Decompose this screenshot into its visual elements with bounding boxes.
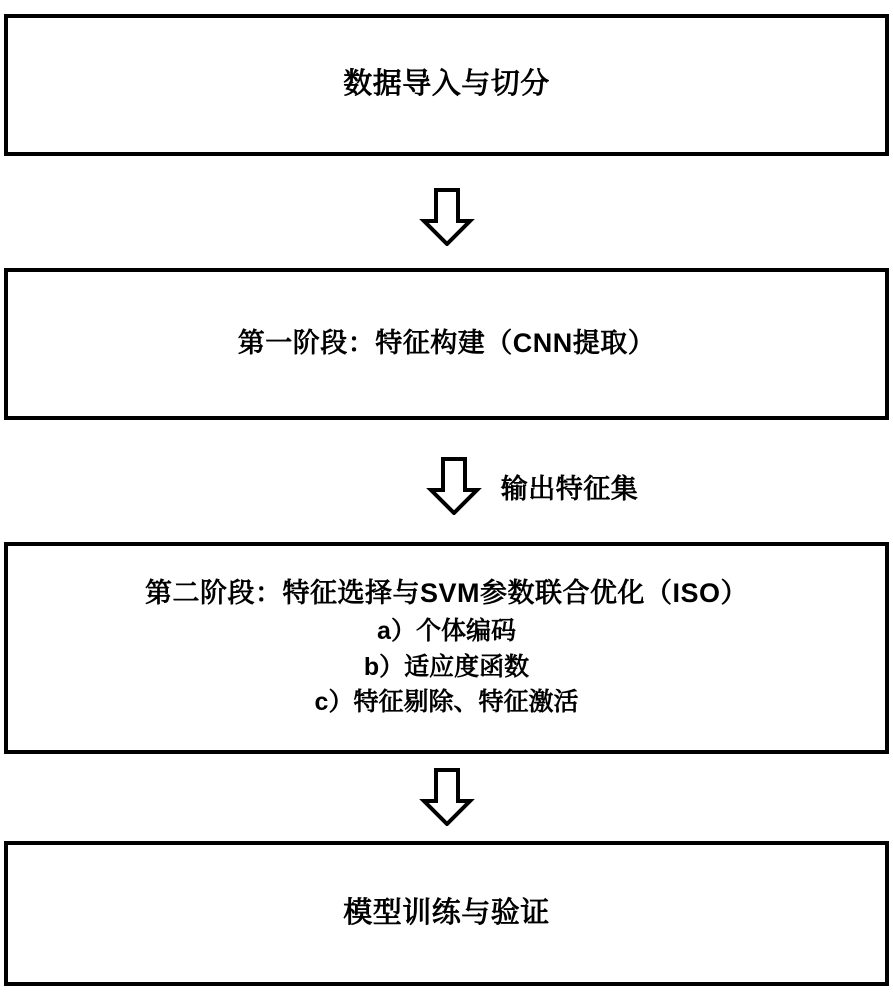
flow-node-data-import: [4, 14, 889, 156]
flow-connector-1: [0, 186, 893, 248]
flow-node-title: 第一阶段：特征构建（CNN提取）: [237, 328, 656, 359]
flow-node-sub-item: b）适应度函数: [363, 652, 530, 681]
flow-node-title: 模型训练与验证: [343, 896, 550, 929]
flow-connector-3: [0, 766, 893, 828]
flow-node-stage-two-joint-optimization: [4, 542, 889, 754]
flow-node-title: 数据导入与切分: [343, 68, 550, 101]
flow-node-sub-item: a）个体编码: [377, 616, 516, 645]
flow-node-sub-list: [315, 615, 579, 720]
flow-node-stage-one-feature-construction: [4, 268, 889, 420]
down-arrow-icon: [425, 457, 483, 515]
down-arrow-icon: [418, 768, 476, 826]
flow-node-model-training-validation: [4, 841, 889, 986]
flow-connector-label: 输出特征集: [500, 473, 639, 504]
flow-node-title: 第二阶段：特征选择与SVM参数联合优化（ISO）: [144, 577, 749, 608]
flow-connector-2: [0, 450, 893, 522]
flow-node-sub-item: c）特征剔除、特征激活: [314, 688, 579, 717]
down-arrow-icon: [418, 188, 476, 246]
